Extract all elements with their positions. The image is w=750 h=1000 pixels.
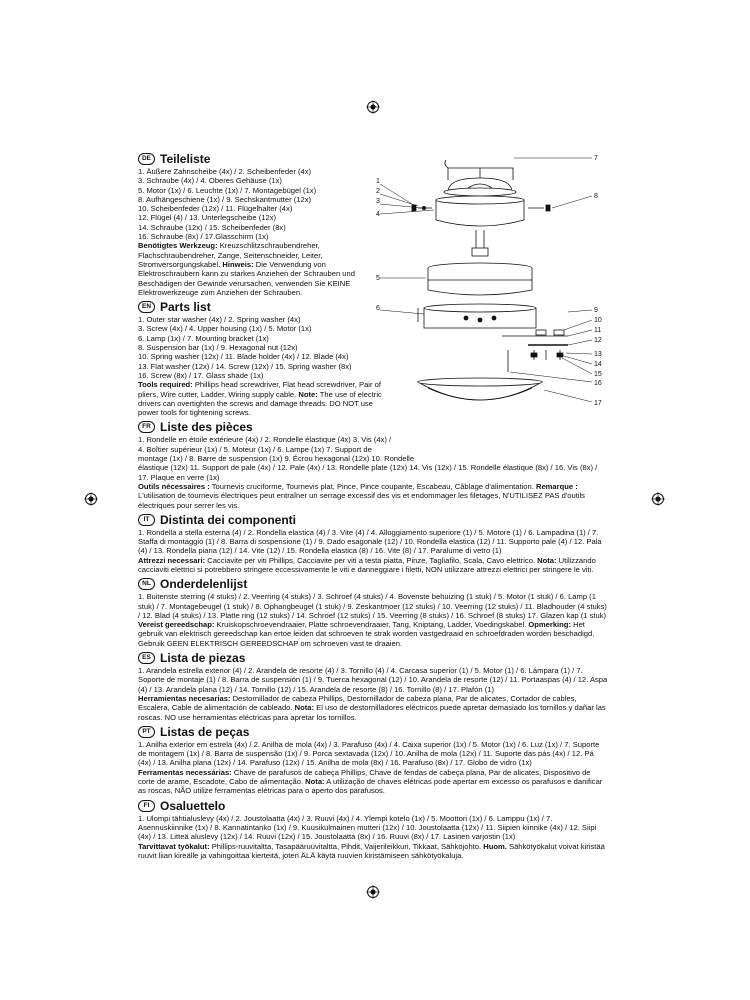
callout-9: 9 bbox=[594, 307, 598, 314]
callout-3: 3 bbox=[376, 198, 380, 205]
callout-12: 12 bbox=[594, 337, 602, 344]
tools-label: Ferramentas necessárias: bbox=[138, 767, 232, 777]
note-text: El uso de destornilladores eléctricos puede apretar demasiado los tornillos y dañar las roscas. NO use herramientas eléctricas para apretar los tornillos. bbox=[138, 703, 606, 722]
tools-note bbox=[138, 380, 383, 417]
parts-line: 3. Schraube (4x) / 4. Oberes Gehäuse (1x) bbox=[138, 176, 282, 186]
tools-text: Kruiskopschroevendraaier, Platte schroevendraaier, Tang, Kniptang, Ladder, Voedingskabel. bbox=[214, 620, 527, 630]
callout-7: 7 bbox=[594, 155, 598, 162]
callout-1: 1 bbox=[376, 178, 380, 185]
note-label: Huom. bbox=[481, 841, 507, 851]
tools-label: Vereist gereedschap: bbox=[138, 620, 215, 630]
callout-17: 17 bbox=[594, 400, 602, 407]
language-badge: ES bbox=[138, 652, 155, 664]
parts-line: 16. Screw (8x) / 17. Glass shade (1x) bbox=[138, 370, 264, 380]
callout-13: 13 bbox=[594, 351, 602, 358]
parts-line: 1. Outer star washer (4x) / 2. Spring washer (4x) bbox=[138, 315, 301, 325]
language-badge: NL bbox=[138, 578, 155, 590]
registration-mark-bottom bbox=[366, 885, 380, 899]
parts-list-document bbox=[138, 152, 608, 863]
parts-line: 17. Plaque en verre (1x) bbox=[138, 472, 220, 482]
note-text: Utilizzando cacciaviti elettrici si potrebbero stringere eccessivamente le viti e danneggiare i filetti, NON utilizzare attrezzi elettrici per stringere le viti. bbox=[138, 555, 596, 574]
parts-line: 10. Scheibenfeder (12x) / 11. Flügelhalter (4x) bbox=[138, 204, 293, 214]
registration-mark-top bbox=[366, 100, 380, 114]
tools-note bbox=[138, 768, 608, 796]
parts-line: 14. Schraube (12x) / 15. Scheibenfeder (8x) bbox=[138, 222, 286, 232]
parts-line: 12. Flügel (4) / 13. Unterlegscheibe (12x) bbox=[138, 213, 277, 223]
tools-text: Chave de parafusos de cabeça Phillips, Chave de fendas de cabeça plana, Par de alicates, Dispositivo de corte de arame, Escadote, Cabo de alimentação. bbox=[138, 767, 591, 787]
tools-text: Phillips head screwdriver, Flat head screwdriver, Pair of pliers, Wire cutter, Ladder, Wiring supply cable. bbox=[138, 380, 381, 399]
tools-text: Tournevis cruciforme, Tournevis plat, Pince, Pince coupante, Escabeau, Câblage d'alimentation. bbox=[209, 481, 534, 491]
parts-line: 1. Arandela estrella exterior (4) / 2. Arandela de resorte (4) / 3. Tornillo (4) / 4. Carcasa superior (1) / 5. Motor (1) / 6. Lámpara (1) / 7. Soporte de montaje (1) / 8. Barra de suspensión (1) / 9. Tuerca hexagonal (12) / 10. Arandela de resorte (12) / 11. Portaaspas (4) / 12. Aspa (4) / 13. Arandela plana (12) / 14. Tornillo (12) / 15. Arandela de resorte (8) / 16. Tornillo (8) / 17. Plafón (1) bbox=[138, 666, 608, 694]
section-title: Listas de peças bbox=[160, 724, 250, 739]
tools-note bbox=[138, 694, 608, 722]
parts-line: 1. Buitenste sterring (4 stuks) / 2. Veerring (4 stuks) / 3. Schroef (4 stuks) / 4. Bovenste behuizing (1 stuk) / 5. Motor (1 stuk) / 6. Lamp (1 stuk) / 7. Montagebeugel (1 stuk) / 8. Ophangbeugel (1 stuk) / 9. Zeskantmoer (12 stuks) / 10. Veerring (12 stuks) / 11. Bladhouder (4 stuks) / 12. Blad (4 stuks) / 13. Platte ring (12 stuks) / 14. Schroef (12 stuks) / 15. Veerring (8 stuks) / 16. Schroef (8 stuks) 17. Glazen kap (1 stuk) bbox=[138, 592, 607, 620]
callout-6: 6 bbox=[376, 305, 380, 312]
parts-line: 1. Rondelle en étoile extérieure (4x) / 2. Rondelle élastique (4x) 3. Vis (4x) / bbox=[138, 435, 392, 445]
note-label: Nota: bbox=[535, 555, 557, 565]
callout-4: 4 bbox=[376, 211, 380, 218]
note-label: Remarque : bbox=[533, 481, 578, 491]
note-text: Die Verwendung von Elektroschraubern kann zu starkes Anziehen der Schrauben und Beschädigen der Gewinde verursachen, verwenden Sie KEINE Elektrowerkzeuge zum Anziehen der Schrauben. bbox=[138, 259, 355, 297]
tools-note bbox=[138, 241, 368, 297]
parts-line: 5. Motor (1x) / 6. Leuchte (1x) / 7. Montagebügel (1x) bbox=[138, 185, 317, 195]
note-label: Nota: bbox=[303, 777, 325, 787]
language-badge: FI bbox=[138, 800, 155, 812]
callout-16: 16 bbox=[594, 380, 602, 387]
note-text: Het gebruik van elektrisch gereedschap kan ertoe leiden dat schroeven te strak worden vastgedraaid en schroefdraden worden beschadigd. Gebruik GEEN ELEKTRISCH GEREEDSCHAP om schroeven vast te draaien. bbox=[138, 620, 595, 648]
parts-line: montage (1x) / 8. Barre de suspension (1x) 9. Écrou hexagonal (12x) 10. Rondelle bbox=[138, 454, 415, 464]
tools-label: Benötigtes Werkzeug: bbox=[138, 241, 218, 251]
tools-label: Tools required: bbox=[138, 380, 193, 390]
tools-text: Cacciavite per viti Phillips, Cacciavite per viti a testa piatta, Pinze, Tagliafilo, Scala, Cavo elettrico. bbox=[205, 555, 536, 565]
tools-text: Phillips-ruuvitaltta, Tasapääruuvitaltta, Pihdit, Vaijerileikkuri, Tikkaat, Sähköjohto. bbox=[209, 841, 482, 851]
registration-mark-left bbox=[84, 492, 98, 506]
callout-10: 10 bbox=[594, 317, 602, 324]
section-it bbox=[138, 513, 608, 574]
tools-note bbox=[138, 556, 608, 575]
note-label: Note: bbox=[296, 389, 318, 399]
language-badge: DE bbox=[138, 153, 155, 165]
section-pt bbox=[138, 725, 608, 796]
note-label: Nota: bbox=[292, 703, 315, 713]
section-fr bbox=[138, 420, 608, 509]
callout-8: 8 bbox=[594, 193, 598, 200]
callout-2: 2 bbox=[376, 188, 380, 195]
parts-line: 10. Spring washer (12x) / 11. Blade holder (4x) / 12. Blade (4x) bbox=[138, 352, 349, 362]
note-text: L'utilisation de tournevis électriques peut entraîner un serrage excessif des vis et endommager les filetages, N'UTILISEZ PAS d'outils électriques pour serrer les vis. bbox=[138, 491, 585, 510]
section-title: Distinta dei componenti bbox=[160, 512, 297, 527]
note-label: Opmerking: bbox=[526, 620, 571, 630]
section-title: Teileliste bbox=[160, 152, 211, 166]
parts-line: 13. Flat washer (12x) / 14. Screw (12x) / 15. Spring washer (8x) bbox=[138, 361, 352, 371]
section-en bbox=[138, 300, 608, 417]
section-title: Parts list bbox=[160, 300, 211, 315]
note-text: The use of electric drivers can overtighten the screws and damage threads. DO NOT use power tools for tightening screws. bbox=[138, 389, 382, 418]
section-fi bbox=[138, 799, 608, 860]
parts-line: élastique (12x) 11. Support de pale (4x) / 12. Pale (4x) / 13. Rondelle plate (12x) 14. Vis (12x) / 15. Rondelle élastique (8x) / 16. Vis (8x) / bbox=[138, 463, 598, 473]
language-badge: FR bbox=[138, 421, 155, 433]
parts-line: 1. Anilha exterior em estrela (4x) / 2. Anilha de mola (4x) / 3. Parafuso (4x) / 4. Caixa superior (1x) / 5. Motor (1x) / 6. Luz (1x) / 7. Suporte de montagem (1x) / 8. Barra de suspensão (1x) / 9. Porca sextavada (12x) / 10. Anilha de mola (12x) / 11. Suporte das pás (4x) / 12. Pá (4x) / 13. Anilha plana (12x) / 14. Parafuso (12x) / 15. Anilha de mola (8x) / 16. Parafuso (8x) / 17. Globo de vidro (1x) bbox=[138, 739, 600, 768]
note-label: Hinweis: bbox=[220, 259, 254, 269]
parts-line: 1. Äußere Zahnscheibe (4x) / 2. Scheibenfeder (4x) bbox=[138, 167, 312, 176]
section-de bbox=[138, 152, 608, 297]
tools-label: Outils nécessaires : bbox=[138, 481, 210, 491]
parts-line: 8. Aufhängeschiene (1x) / 9. Sechskantmutter (12x) bbox=[138, 194, 312, 204]
note-text: A utilização de chaves elétricas pode apertar em excesso os parafusos e danificar as roscas, NÃO utilize ferramentas elétricas para o aperto dos parafusos. bbox=[138, 777, 603, 796]
registration-mark-right bbox=[651, 492, 665, 506]
parts-line: 1. Rondella a stella esterna (4) / 2. Rondella elastica (4) / 3. Vite (4) / 4. Alloggiamento superiore (1) / 5. Motore (1) / 6. Lampadina (1) / 7. Staffa di montaggio (1) / 8. Barra di sospensione (1) / 9. Dado esagonale (12) / 10. Rondella elastica (12) / 11. Supporto pale (4) / 12. Pala (4) / 13. Rondella piana (12) / 14. Vite (12) / 15. Rondella elastica (8) / 16. Vite (8) / 17. Paralume di vetro (1) bbox=[138, 527, 602, 556]
language-badge: IT bbox=[138, 514, 155, 526]
section-es bbox=[138, 651, 608, 722]
callout-15: 15 bbox=[594, 371, 602, 378]
parts-line: 4. Boîtier supérieur (1x) / 5. Moteur (1x) / 6. Lampe (1x) 7. Support de bbox=[138, 444, 372, 454]
section-title: Osaluettelo bbox=[160, 798, 226, 813]
parts-line: 3. Screw (4x) / 4. Upper housing (1x) / 5. Motor (1x) bbox=[138, 324, 312, 334]
note-text: Sähkötyökalut voivat kiristää ruuvit liian kireälle ja vahingoittaa kierteitä, joten ÄLÄ käytä ruuvien kiristämiseen sähkötyökaluja. bbox=[138, 841, 605, 860]
tools-label: Attrezzi necessari: bbox=[138, 555, 206, 565]
section-nl bbox=[138, 577, 608, 648]
parts-line: 16. Schraube (8x) / 17.Glasschirm (1x) bbox=[138, 232, 269, 242]
parts-line: 1. Ulompi tähtialuslevy (4x) / 2. Joustolaatta (4x) / 3. Ruuvi (4x) / 4. Ylempi kotelo (1x) / 5. Moottori (1x) / 6. Lamppu (1x) / 7. Asennuskiinnike (1x) / 8. Kannatintanko (1x) / 9. Kuusikulmainen mutteri (12x) / 10. Joustolaatta (12x) / 11. Siipien kiinnike (4x) / 12. Siipi (4x) / 13. Litteä aluslevy (12x) / 14. Ruuvi (12x) / 15. Joustolaatta (8x) / 16. Ruuvi (8x) / 17. Lasinen varjostin (1x) bbox=[138, 813, 597, 842]
section-title: Liste des pièces bbox=[160, 420, 253, 435]
tools-label: Tarvittavat työkalut: bbox=[138, 841, 210, 851]
tools-note bbox=[138, 842, 608, 861]
tools-note bbox=[138, 482, 608, 510]
tools-text: Kreuzschlitzschraubendreher, Flachschraubendreher, Zange, Seitenschneider, Leiter, Stromversorgungskabel. bbox=[138, 241, 323, 269]
callout-5: 5 bbox=[376, 275, 380, 282]
parts-line: 8. Suspension bar (1x) / 9. Hexagonal nut (12x) bbox=[138, 343, 298, 353]
parts-line: 6. Lamp (1x) / 7. Mounting bracket (1x) bbox=[138, 333, 269, 343]
section-title: Onderdelenlijst bbox=[160, 577, 248, 592]
tools-label: Herramientas necesarias: bbox=[138, 693, 231, 703]
language-badge: EN bbox=[138, 301, 155, 313]
language-badge: PT bbox=[138, 726, 155, 738]
section-title: Lista de piezas bbox=[160, 651, 246, 666]
callout-14: 14 bbox=[594, 361, 602, 368]
callout-11: 11 bbox=[594, 327, 602, 334]
tools-note bbox=[138, 620, 608, 648]
tools-text: Destornillador de cabeza Phillips, Destornillador de cabeza plana, Par de alicates, Cortador de cables, Escalera, Cable de alimentación de cableado. bbox=[138, 693, 577, 713]
